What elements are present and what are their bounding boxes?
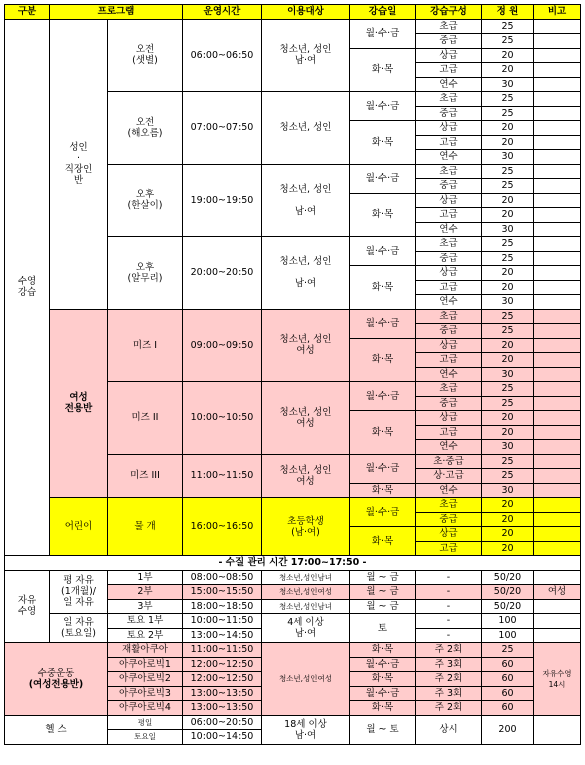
day-mwf: 월·수·금	[350, 454, 416, 483]
capacity: 25	[482, 237, 534, 252]
day-mwf: 월·수·금	[350, 498, 416, 527]
aqua-program: 아쿠아로빅3	[108, 686, 183, 701]
session-comp: -	[416, 570, 482, 585]
session-day: 월 ~ 금	[350, 570, 416, 585]
level: 상급	[416, 527, 482, 542]
level: 중급	[416, 324, 482, 339]
note-cell	[534, 411, 581, 426]
note-cell	[534, 367, 581, 382]
program-target: 청소년, 성인 여성	[262, 382, 350, 455]
program-name: 오후 (알무리)	[108, 237, 183, 310]
aqua-comp: 주 2회	[416, 643, 482, 658]
capacity: 25	[482, 19, 534, 34]
aqua-cap: 25	[482, 643, 534, 658]
aqua-day: 월·수·금	[350, 657, 416, 672]
aqua-day: 화·목	[350, 643, 416, 658]
program-target: 청소년, 성인 남·여	[262, 237, 350, 310]
capacity: 20	[482, 208, 534, 223]
day-tt: 화·목	[350, 48, 416, 92]
day-mwf: 월·수·금	[350, 309, 416, 338]
note-cell	[534, 469, 581, 484]
header-day: 강습일	[350, 5, 416, 20]
table-row	[5, 309, 581, 324]
session-cap: 50/20	[482, 599, 534, 614]
schedule-table	[4, 4, 581, 745]
day-tt: 화·목	[350, 338, 416, 382]
water-management-time: - 수질 관리 시간 17:00~17:50 -	[5, 556, 581, 571]
health-note	[534, 715, 581, 744]
capacity: 30	[482, 295, 534, 310]
level: 상급	[416, 193, 482, 208]
session-note	[534, 570, 581, 585]
health-cap: 200	[482, 715, 534, 744]
aqua-time: 13:00~13:50	[183, 686, 262, 701]
note-cell	[534, 353, 581, 368]
session-target: 청소년,성인남녀	[262, 570, 350, 585]
level: 초급	[416, 92, 482, 107]
program-name: 미즈 II	[108, 382, 183, 455]
level: 초·중급	[416, 454, 482, 469]
note-cell	[534, 237, 581, 252]
program-name: 물 개	[108, 498, 183, 556]
capacity: 20	[482, 353, 534, 368]
header-category: 구분	[5, 5, 50, 20]
aqua-comp: 주 2회	[416, 701, 482, 716]
note-cell	[534, 280, 581, 295]
weekday-free-label: 평 자유 (1개월)/ 일 자유	[50, 570, 108, 614]
aqua-cap: 60	[482, 672, 534, 687]
capacity: 25	[482, 454, 534, 469]
program-name: 오후 (한살이)	[108, 164, 183, 237]
aqua-program: 아쿠아로빅4	[108, 701, 183, 716]
program-time: 16:00~16:50	[183, 498, 262, 556]
note-cell	[534, 309, 581, 324]
level: 연수	[416, 150, 482, 165]
table-row	[5, 614, 581, 629]
capacity: 20	[482, 121, 534, 136]
note-cell	[534, 541, 581, 556]
level: 중급	[416, 106, 482, 121]
level: 중급	[416, 396, 482, 411]
swim-category: 수영 강습	[5, 19, 50, 556]
level: 고급	[416, 353, 482, 368]
adult-group: 성인 · 직장인 반	[50, 19, 108, 309]
aqua-program: 아쿠아로빅1	[108, 657, 183, 672]
level: 초급	[416, 309, 482, 324]
note-cell	[534, 77, 581, 92]
header-composition: 강습구성	[416, 5, 482, 20]
header-program: 프로그램	[50, 5, 183, 20]
level: 고급	[416, 135, 482, 150]
table-row	[5, 556, 581, 571]
aqua-day: 화·목	[350, 701, 416, 716]
health-time: 10:00~14:50	[183, 730, 262, 745]
women-group: 여성 전용반	[50, 309, 108, 498]
day-mwf: 월·수·금	[350, 164, 416, 193]
level: 고급	[416, 280, 482, 295]
program-time: 09:00~09:50	[183, 309, 262, 382]
table-row	[5, 643, 581, 658]
program-time: 06:00~06:50	[183, 19, 262, 92]
capacity: 20	[482, 48, 534, 63]
capacity: 20	[482, 541, 534, 556]
session-comp: -	[416, 628, 482, 643]
capacity: 25	[482, 469, 534, 484]
note-cell	[534, 324, 581, 339]
health-target: 18세 이상 남·여	[262, 715, 350, 744]
session-cap: 100	[482, 628, 534, 643]
note-cell	[534, 106, 581, 121]
session-time: 13:00~14:50	[183, 628, 262, 643]
aqua-day: 화·목	[350, 672, 416, 687]
program-name: 오전 (해오름)	[108, 92, 183, 165]
program-target: 청소년, 성인	[262, 92, 350, 165]
header-time: 운영시간	[183, 5, 262, 20]
day-tt: 화·목	[350, 193, 416, 237]
note-cell	[534, 164, 581, 179]
note-cell	[534, 483, 581, 498]
note-cell	[534, 135, 581, 150]
session-comp: -	[416, 585, 482, 600]
session-comp: -	[416, 614, 482, 629]
header-capacity: 정 원	[482, 5, 534, 20]
saturday-day: 토	[350, 614, 416, 643]
session-note	[534, 628, 581, 643]
aqua-category	[5, 643, 108, 716]
capacity: 30	[482, 440, 534, 455]
note-cell	[534, 295, 581, 310]
capacity: 20	[482, 512, 534, 527]
day-tt: 화·목	[350, 527, 416, 556]
table-row	[5, 498, 581, 513]
program-time: 11:00~11:50	[183, 454, 262, 498]
note-cell	[534, 222, 581, 237]
session-comp: -	[416, 599, 482, 614]
note-cell	[534, 382, 581, 397]
note-cell	[534, 396, 581, 411]
level: 중급	[416, 512, 482, 527]
level: 초급	[416, 382, 482, 397]
capacity: 25	[482, 396, 534, 411]
program-target: 청소년, 성인 여성	[262, 454, 350, 498]
session-time: 18:00~18:50	[183, 599, 262, 614]
program-target: 청소년, 성인 여성	[262, 309, 350, 382]
capacity: 20	[482, 63, 534, 78]
day-mwf: 월·수·금	[350, 92, 416, 121]
note-cell	[534, 193, 581, 208]
level: 중급	[416, 179, 482, 194]
aqua-program: 아쿠아로빅2	[108, 672, 183, 687]
note-cell	[534, 338, 581, 353]
aqua-comp: 주 2회	[416, 672, 482, 687]
level: 초급	[416, 164, 482, 179]
capacity: 20	[482, 193, 534, 208]
level: 연수	[416, 77, 482, 92]
level: 고급	[416, 541, 482, 556]
aqua-comp: 주 3회	[416, 686, 482, 701]
aqua-day: 월·수·금	[350, 686, 416, 701]
header-note: 비고	[534, 5, 581, 20]
session-time: 08:00~08:50	[183, 570, 262, 585]
note-cell	[534, 92, 581, 107]
level: 연수	[416, 440, 482, 455]
aqua-cap: 60	[482, 686, 534, 701]
note-cell	[534, 425, 581, 440]
program-time: 10:00~10:50	[183, 382, 262, 455]
capacity: 25	[482, 324, 534, 339]
level: 연수	[416, 367, 482, 382]
session-cap: 50/20	[482, 570, 534, 585]
capacity: 20	[482, 425, 534, 440]
aqua-category-title: 수중운동	[37, 667, 75, 679]
capacity: 20	[482, 338, 534, 353]
capacity: 25	[482, 251, 534, 266]
session-note	[534, 614, 581, 629]
health-time: 06:00~20:50	[183, 715, 262, 730]
capacity: 25	[482, 309, 534, 324]
capacity: 20	[482, 498, 534, 513]
capacity: 25	[482, 106, 534, 121]
note-cell	[534, 440, 581, 455]
aqua-category-sub: (여성전용반)	[28, 678, 84, 690]
day-tt: 화·목	[350, 411, 416, 455]
capacity: 30	[482, 222, 534, 237]
health-comp: 상시	[416, 715, 482, 744]
aqua-target: 청소년,성인여성	[262, 643, 350, 716]
program-target: 청소년, 성인 남·여	[262, 19, 350, 92]
capacity: 25	[482, 34, 534, 49]
session-part: 2부	[108, 585, 183, 600]
note-cell	[534, 208, 581, 223]
program-name: 미즈 I	[108, 309, 183, 382]
note-cell	[534, 266, 581, 281]
level: 고급	[416, 425, 482, 440]
level: 상·고급	[416, 469, 482, 484]
level: 연수	[416, 295, 482, 310]
level: 연수	[416, 222, 482, 237]
session-day: 월 ~ 금	[350, 599, 416, 614]
aqua-note: 자유수영 14시	[534, 643, 581, 716]
note-cell	[534, 34, 581, 49]
level: 상급	[416, 266, 482, 281]
day-tt: 화·목	[350, 483, 416, 498]
program-target: 초등학생 (남·여)	[262, 498, 350, 556]
note-cell	[534, 454, 581, 469]
saturday-free-label: 일 자유 (토요일)	[50, 614, 108, 643]
day-mwf: 월·수·금	[350, 237, 416, 266]
table-row	[5, 570, 581, 585]
level: 고급	[416, 208, 482, 223]
level: 상급	[416, 121, 482, 136]
session-cap: 100	[482, 614, 534, 629]
health-part: 토요일	[108, 730, 183, 745]
note-cell	[534, 63, 581, 78]
aqua-time: 11:00~11:50	[183, 643, 262, 658]
session-time: 10:00~11:50	[183, 614, 262, 629]
capacity: 20	[482, 266, 534, 281]
session-time: 15:00~15:50	[183, 585, 262, 600]
program-time: 07:00~07:50	[183, 92, 262, 165]
capacity: 20	[482, 280, 534, 295]
program-target: 청소년, 성인 남·여	[262, 164, 350, 237]
level: 연수	[416, 483, 482, 498]
table-row	[5, 5, 581, 20]
aqua-comp: 주 3회	[416, 657, 482, 672]
day-mwf: 월·수·금	[350, 382, 416, 411]
aqua-time: 12:00~12:50	[183, 657, 262, 672]
session-target: 청소년,성인남녀	[262, 599, 350, 614]
level: 상급	[416, 338, 482, 353]
program-time: 20:00~20:50	[183, 237, 262, 310]
free-swim-category: 자유 수영	[5, 570, 50, 643]
table-row	[5, 19, 581, 34]
note-cell	[534, 121, 581, 136]
level: 초급	[416, 498, 482, 513]
aqua-time: 12:00~12:50	[183, 672, 262, 687]
capacity: 20	[482, 135, 534, 150]
note-cell	[534, 179, 581, 194]
level: 중급	[416, 251, 482, 266]
day-tt: 화·목	[350, 121, 416, 165]
aqua-cap: 60	[482, 657, 534, 672]
session-note: 여성	[534, 585, 581, 600]
aqua-program: 재활아쿠아	[108, 643, 183, 658]
day-mwf: 월·수·금	[350, 19, 416, 48]
level: 고급	[416, 63, 482, 78]
note-cell	[534, 19, 581, 34]
level: 상급	[416, 411, 482, 426]
note-cell	[534, 512, 581, 527]
session-part: 3부	[108, 599, 183, 614]
session-day: 월 ~ 금	[350, 585, 416, 600]
session-part: 1부	[108, 570, 183, 585]
program-name: 오전 (샛별)	[108, 19, 183, 92]
saturday-target: 4세 이상 남·여	[262, 614, 350, 643]
health-day: 월 ~ 토	[350, 715, 416, 744]
program-time: 19:00~19:50	[183, 164, 262, 237]
aqua-time: 13:00~13:50	[183, 701, 262, 716]
capacity: 30	[482, 150, 534, 165]
level: 상급	[416, 48, 482, 63]
note-cell	[534, 150, 581, 165]
capacity: 25	[482, 179, 534, 194]
note-cell	[534, 251, 581, 266]
session-part: 토요 1부	[108, 614, 183, 629]
capacity: 30	[482, 367, 534, 382]
session-target: 청소년,성인여성	[262, 585, 350, 600]
note-cell	[534, 527, 581, 542]
health-category: 헬 스	[5, 715, 108, 744]
capacity: 30	[482, 77, 534, 92]
health-part: 평일	[108, 715, 183, 730]
session-cap: 50/20	[482, 585, 534, 600]
level: 초급	[416, 19, 482, 34]
session-part: 토요 2부	[108, 628, 183, 643]
header-target: 이용대상	[262, 5, 350, 20]
day-tt: 화·목	[350, 266, 416, 310]
capacity: 25	[482, 382, 534, 397]
table-row	[5, 715, 581, 730]
note-cell	[534, 498, 581, 513]
program-name: 미즈 III	[108, 454, 183, 498]
aqua-cap: 60	[482, 701, 534, 716]
capacity: 30	[482, 483, 534, 498]
capacity: 20	[482, 411, 534, 426]
level: 중급	[416, 34, 482, 49]
kids-group: 어린이	[50, 498, 108, 556]
capacity: 25	[482, 92, 534, 107]
note-cell	[534, 48, 581, 63]
capacity: 25	[482, 164, 534, 179]
level: 초급	[416, 237, 482, 252]
capacity: 20	[482, 527, 534, 542]
session-note	[534, 599, 581, 614]
